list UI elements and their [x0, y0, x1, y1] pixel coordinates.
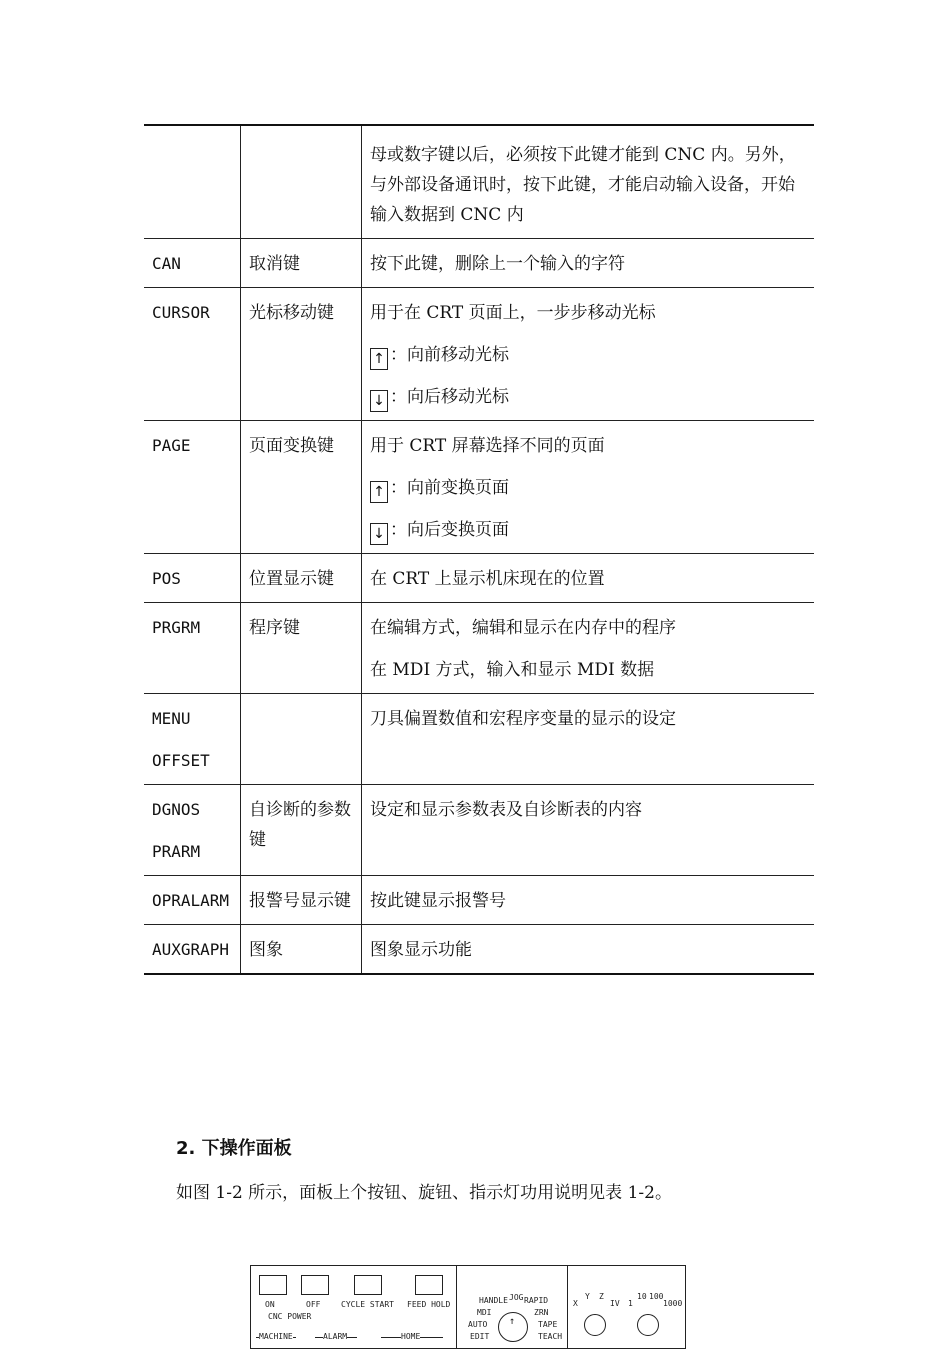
table-row [144, 554, 814, 603]
cycle-start-button[interactable] [354, 1275, 382, 1295]
desc-cell [362, 876, 815, 925]
section-heading: 2. 下操作面板 [176, 1138, 292, 1159]
name-cell: 图象 [241, 925, 362, 975]
desc-text: 在 CRT 上显示机床现在的位置 [370, 569, 605, 589]
cnc-power-label: CNC POWER [268, 1312, 312, 1321]
desc-text: 用于 CRT 屏幕选择不同的页面 [370, 436, 605, 456]
table-row [144, 421, 814, 554]
desc-text: 按下此键，删除上一个输入的字符 [370, 254, 625, 274]
name-cell: 程序键 [241, 603, 362, 694]
key-cell: CURSOR [144, 288, 241, 421]
feed-hold-button[interactable] [415, 1275, 443, 1295]
mult-10-label: 10 [637, 1292, 647, 1301]
off-label: OFF [306, 1300, 321, 1309]
feed-hold-label: FEED HOLD [407, 1300, 451, 1309]
mode-jog-label: JOG [509, 1293, 524, 1302]
alarm-label: ALARM [323, 1332, 348, 1341]
desc-down-line [370, 515, 806, 545]
desc-up-text: ：向前变换页面 [390, 478, 509, 498]
key-cell: AUXGRAPH [144, 925, 241, 975]
down-arrow-icon: ↓ [370, 390, 388, 412]
down-arrow-icon: ↓ [370, 523, 388, 545]
on-label: ON [265, 1300, 275, 1309]
table-row [144, 876, 814, 925]
desc-text: 刀具偏置数值和宏程序变量的显示的设定 [370, 709, 676, 729]
desc-cell [362, 239, 815, 288]
key-cell: POS [144, 554, 241, 603]
axis-select-knob[interactable] [584, 1314, 606, 1336]
mult-100-label: 100 [649, 1292, 664, 1301]
mode-handle-label: HANDLE [479, 1296, 508, 1305]
mult-1-label: 1 [628, 1299, 633, 1308]
mode-auto-label: AUTO [468, 1320, 488, 1329]
machine-label: MACHINE [259, 1332, 293, 1341]
mode-mdi-label: MDI [477, 1308, 492, 1317]
table-row [144, 239, 814, 288]
dial-pointer-icon: ↑ [509, 1316, 516, 1327]
desc-text: 设定和显示参数表及自诊断表的内容 [370, 800, 642, 820]
desc-down-text: ：向后移动光标 [390, 387, 509, 407]
desc-cell [362, 694, 815, 785]
up-arrow-icon: ↑ [370, 481, 388, 503]
axis-x-label: X [573, 1299, 578, 1308]
multiplier-select-knob[interactable] [637, 1314, 659, 1336]
table-row [144, 288, 814, 421]
desc-cell [362, 421, 815, 554]
on-button[interactable] [259, 1275, 287, 1295]
cycle-start-label: CYCLE START [341, 1300, 394, 1309]
table-row [144, 925, 814, 975]
name-cell: 报警号显示键 [241, 876, 362, 925]
desc-up-text: ：向前移动光标 [390, 345, 509, 365]
desc-down-text: ：向后变换页面 [390, 520, 509, 540]
key-text: DGNOS [152, 800, 201, 819]
key-cell: PAGE [144, 421, 241, 554]
name-cell [241, 694, 362, 785]
axis-iv-label: IV [610, 1299, 620, 1308]
name-cell: 位置显示键 [241, 554, 362, 603]
key-text-2: PRARM [152, 842, 201, 861]
off-button[interactable] [301, 1275, 329, 1295]
desc-up-line [370, 340, 806, 370]
table-row [144, 125, 814, 239]
panel-divider [456, 1266, 457, 1348]
desc-text: 在 MDI 方式，输入和显示 MDI 数据 [370, 660, 655, 680]
desc-text: 在编辑方式，编辑和显示在内存中的程序 [370, 618, 676, 638]
mode-teach-label: TEACH [538, 1332, 563, 1341]
name-cell: 页面变换键 [241, 421, 362, 554]
desc-cell [362, 554, 815, 603]
desc-down-line [370, 382, 806, 412]
desc-text: 图象显示功能 [370, 940, 472, 960]
key-cell: PRGRM [144, 603, 241, 694]
up-arrow-icon: ↑ [370, 348, 388, 370]
key-cell [144, 785, 241, 876]
table-row [144, 603, 814, 694]
mode-zrn-label: ZRN [534, 1308, 549, 1317]
key-cell [144, 694, 241, 785]
key-function-table [144, 124, 814, 975]
desc-cell [362, 925, 815, 975]
axis-y-label: Y [585, 1292, 590, 1301]
desc-text: 按此键显示报警号 [370, 891, 506, 911]
desc-cell [362, 785, 815, 876]
mode-tape-label: TAPE [538, 1320, 558, 1329]
panel-divider [567, 1266, 568, 1348]
operation-panel-figure [250, 1265, 686, 1349]
table-row [144, 694, 814, 785]
name-cell: 取消键 [241, 239, 362, 288]
key-text-2: OFFSET [152, 751, 210, 770]
desc-text: 用于在 CRT 页面上，一步步移动光标 [370, 303, 656, 323]
key-cell: CAN [144, 239, 241, 288]
desc-up-line [370, 473, 806, 503]
mult-1000-label: 1000 [663, 1299, 683, 1308]
name-cell: 光标移动键 [241, 288, 362, 421]
name-cell [241, 125, 362, 239]
section-paragraph: 如图 1-2 所示，面板上个按钮、旋钮、指示灯功用说明见表 1-2。 [176, 1183, 672, 1203]
desc-cell [362, 288, 815, 421]
name-cell: 自诊断的参数键 [241, 785, 362, 876]
mode-edit-label: EDIT [470, 1332, 490, 1341]
desc-cell [362, 603, 815, 694]
key-cell: OPRALARM [144, 876, 241, 925]
desc-cell [362, 125, 815, 239]
mode-rapid-label: RAPID [524, 1296, 549, 1305]
home-label: HOME [401, 1332, 421, 1341]
key-cell [144, 125, 241, 239]
key-text: MENU [152, 709, 191, 728]
axis-z-label: Z [599, 1292, 604, 1301]
table-row [144, 785, 814, 876]
desc-text: 母或数字键以后，必须按下此键才能到 CNC 内。另外，与外部设备通讯时，按下此键，才能启动输入设备，开始输入数据到 CNC 内 [370, 145, 796, 225]
